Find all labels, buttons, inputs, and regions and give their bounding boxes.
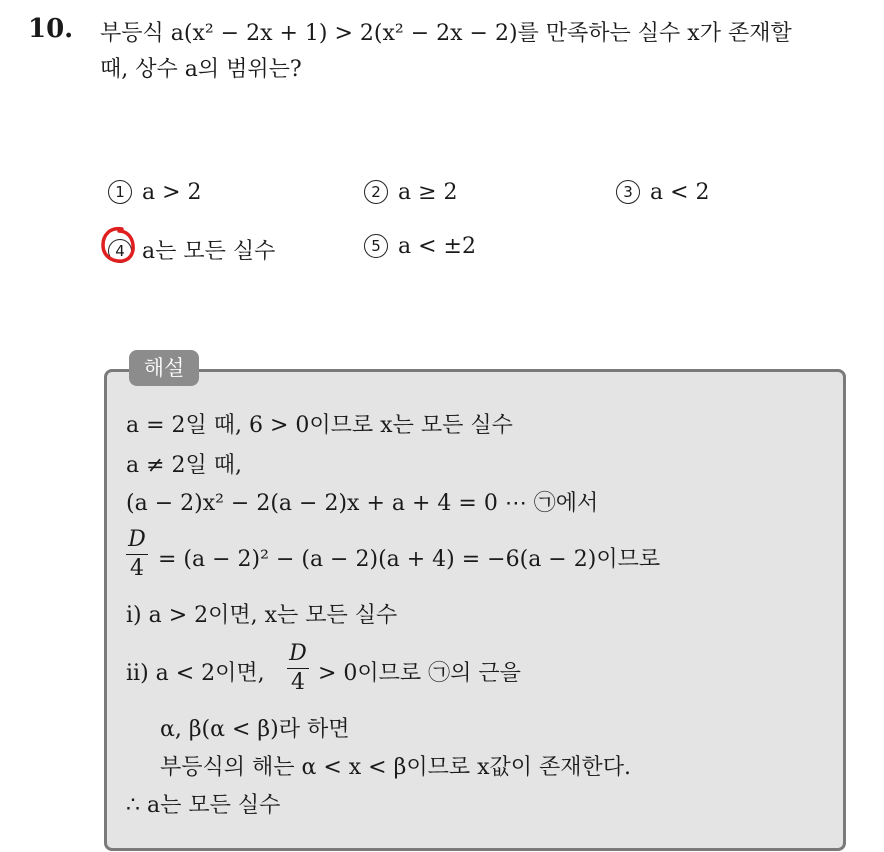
fraction-denominator: 4 — [130, 556, 144, 581]
choice-1[interactable] — [108, 180, 202, 205]
solution-line-1: a = 2일 때, 6 > 0이므로 x는 모든 실수 — [126, 413, 513, 438]
fraction-numerator: D — [289, 641, 307, 666]
fraction-numerator: D — [128, 527, 146, 552]
choice-number-icon: 3 — [616, 180, 640, 204]
solution-line-5: i) a > 2이면, x는 모든 실수 — [126, 603, 398, 628]
fraction-d-over-4 — [126, 528, 148, 581]
solution-line-10: ∴ a는 모든 실수 — [126, 793, 281, 818]
solution-line-4: = (a − 2)² − (a − 2)(a + 4) = −6(a − 2)이므로 — [158, 547, 661, 572]
question-number: 10. — [28, 14, 74, 44]
question-text-line1: 부등식 a(x² − 2x + 1) > 2(x² − 2x − 2)를 만족하는 실수 x가 존재할 — [100, 21, 792, 46]
answer-circle-mark-icon — [100, 225, 136, 265]
solution-line-8: α, β(α < β)라 하면 — [160, 717, 350, 742]
choice-number-icon: 2 — [364, 180, 388, 204]
choice-text: a < 2 — [650, 180, 710, 205]
choice-text: a > 2 — [142, 180, 202, 205]
choice-text: a ≥ 2 — [398, 180, 458, 205]
fraction-denominator: 4 — [291, 670, 305, 695]
choice-number-icon: 1 — [108, 180, 132, 204]
choice-number-icon: 4 — [108, 239, 132, 263]
solution-badge: 해설 — [129, 350, 199, 386]
fraction-d-over-4 — [287, 642, 309, 695]
solution-line-2: a ≠ 2일 때, — [126, 453, 243, 478]
solution-line-9: 부등식의 해는 α < x < β이므로 x값이 존재한다. — [160, 755, 631, 780]
solution-line-7: > 0이므로 ㉠의 근을 — [318, 661, 521, 686]
solution-line-6: ii) a < 2이면, — [126, 661, 265, 686]
choice-5[interactable] — [364, 234, 476, 259]
choice-text: a < ±2 — [398, 234, 476, 259]
solution-line-3: (a − 2)x² − 2(a − 2)x + a + 4 = 0 ⋯ ㉠에서 — [126, 491, 599, 516]
choice-2[interactable] — [364, 180, 458, 205]
choice-number-icon: 5 — [364, 234, 388, 258]
choice-3[interactable] — [616, 180, 710, 205]
choice-text: a는 모든 실수 — [142, 239, 276, 264]
question-text-line2: 때, 상수 a의 범위는? — [100, 57, 302, 82]
